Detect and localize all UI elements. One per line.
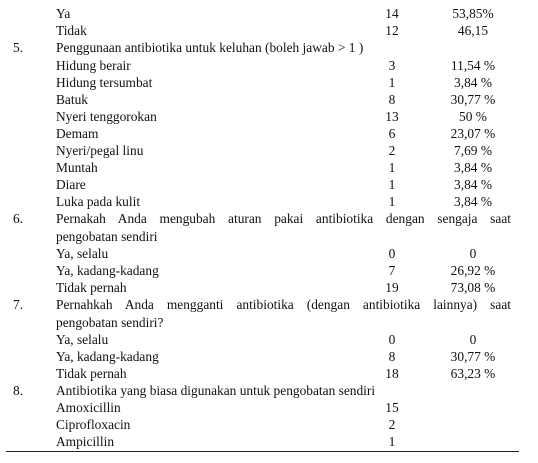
answer-label: Hidung tersumbat xyxy=(56,75,153,90)
count-cell: 0 xyxy=(388,332,396,347)
question-text: Antibiotika yang biasa digunakan untuk pengobatan sendiri xyxy=(56,383,376,398)
table-row xyxy=(0,108,538,125)
count-cell: 2 xyxy=(388,417,396,432)
percent-cell: 73,08 % xyxy=(450,280,496,295)
answer-label: pengobatan sendiri xyxy=(56,229,158,244)
question-number: 5. xyxy=(13,40,24,55)
table-row xyxy=(0,142,538,159)
percent-cell: 3,84 % xyxy=(454,75,492,90)
count-cell: 14 xyxy=(385,6,399,21)
table-row xyxy=(0,279,538,296)
answer-label: Ya, kadang-kadang xyxy=(56,263,159,278)
table-row xyxy=(0,348,538,365)
table-row xyxy=(0,331,538,348)
percent-cell: 53,85% xyxy=(452,6,494,21)
count-cell: 1 xyxy=(388,75,396,90)
answer-label: Ya, selalu xyxy=(56,332,109,347)
percent-cell: 26,92 % xyxy=(450,263,496,278)
answer-label: Ya xyxy=(56,6,71,21)
question-number: 8. xyxy=(13,383,24,398)
table-row xyxy=(0,245,538,262)
percent-cell: 7,69 % xyxy=(454,143,492,158)
table-row xyxy=(0,296,538,313)
answer-label: Diare xyxy=(56,177,86,192)
table-row xyxy=(0,39,538,56)
question-text: Pernakah Anda mengubah aturan pakai antibiotika dengan sengaja saat xyxy=(56,211,511,226)
answer-label: Ya, kadang-kadang xyxy=(56,349,159,364)
count-cell: 1 xyxy=(388,194,396,209)
percent-cell: 30,77 % xyxy=(450,92,496,107)
table-row xyxy=(0,228,538,245)
count-cell: 19 xyxy=(385,280,399,295)
question-text: Penggunaan antibiotika untuk keluhan (boleh jawab > 1 ) xyxy=(56,40,364,55)
count-cell: 8 xyxy=(388,349,396,364)
question-text: Pernahkah Anda mengganti antibiotika (dengan antibiotika lainnya) saat xyxy=(56,297,511,312)
percent-cell: 63,23 % xyxy=(450,366,496,381)
count-cell: 1 xyxy=(388,434,396,449)
table-row xyxy=(0,314,538,331)
count-cell: 12 xyxy=(385,23,399,38)
answer-label: Batuk xyxy=(56,92,88,107)
answer-label: Ciprofloxacin xyxy=(56,417,131,432)
table-row xyxy=(0,22,538,39)
percent-cell: 11,54 % xyxy=(450,58,496,73)
count-cell: 1 xyxy=(388,160,396,175)
table-row xyxy=(0,5,538,22)
count-cell: 7 xyxy=(388,263,396,278)
table-row xyxy=(0,193,538,210)
table-row xyxy=(0,433,538,450)
answer-label: Nyeri/pegal linu xyxy=(56,143,144,158)
answer-label: Tidak xyxy=(56,23,87,38)
answer-label: pengobatan sendiri? xyxy=(56,315,164,330)
question-number: 7. xyxy=(13,297,24,312)
table-row xyxy=(0,125,538,142)
answer-label: Muntah xyxy=(56,160,98,175)
percent-cell: 3,84 % xyxy=(454,194,492,209)
table-row xyxy=(0,159,538,176)
answer-label: Ampicillin xyxy=(56,434,115,449)
table-row xyxy=(0,57,538,74)
count-cell: 1 xyxy=(388,177,396,192)
table-row xyxy=(0,365,538,382)
percent-cell: 0 xyxy=(469,246,477,261)
answer-label: Tidak pernah xyxy=(56,280,127,295)
percent-cell: 3,84 % xyxy=(454,160,492,175)
count-cell: 18 xyxy=(385,366,399,381)
answer-label: Ya, selalu xyxy=(56,246,109,261)
percent-cell: 23,07 % xyxy=(450,126,496,141)
table-row xyxy=(0,416,538,433)
count-cell: 2 xyxy=(388,143,396,158)
count-cell: 3 xyxy=(388,58,396,73)
answer-label: Hidung berair xyxy=(56,58,131,73)
count-cell: 15 xyxy=(385,400,399,415)
percent-cell: 0 xyxy=(469,332,477,347)
table-row xyxy=(0,210,538,227)
percent-cell: 46,15 xyxy=(457,23,489,38)
question-number: 6. xyxy=(13,211,24,226)
answer-label: Tidak pernah xyxy=(56,366,127,381)
count-cell: 6 xyxy=(388,126,396,141)
table-row xyxy=(0,399,538,416)
answer-label: Amoxicillin xyxy=(56,400,121,415)
percent-cell: 30,77 % xyxy=(450,349,496,364)
percent-cell: 50 % xyxy=(459,109,487,124)
answer-label: Nyeri tenggorokan xyxy=(56,109,157,124)
answer-label: Demam xyxy=(56,126,99,141)
answer-label: Luka pada kulit xyxy=(56,194,141,209)
count-cell: 0 xyxy=(388,246,396,261)
table-row xyxy=(0,382,538,399)
table-bottom-rule xyxy=(6,451,519,452)
count-cell: 8 xyxy=(388,92,396,107)
table-row xyxy=(0,176,538,193)
table-row xyxy=(0,74,538,91)
count-cell: 13 xyxy=(385,109,399,124)
table-row xyxy=(0,262,538,279)
table-row xyxy=(0,91,538,108)
percent-cell: 3,84 % xyxy=(454,177,492,192)
